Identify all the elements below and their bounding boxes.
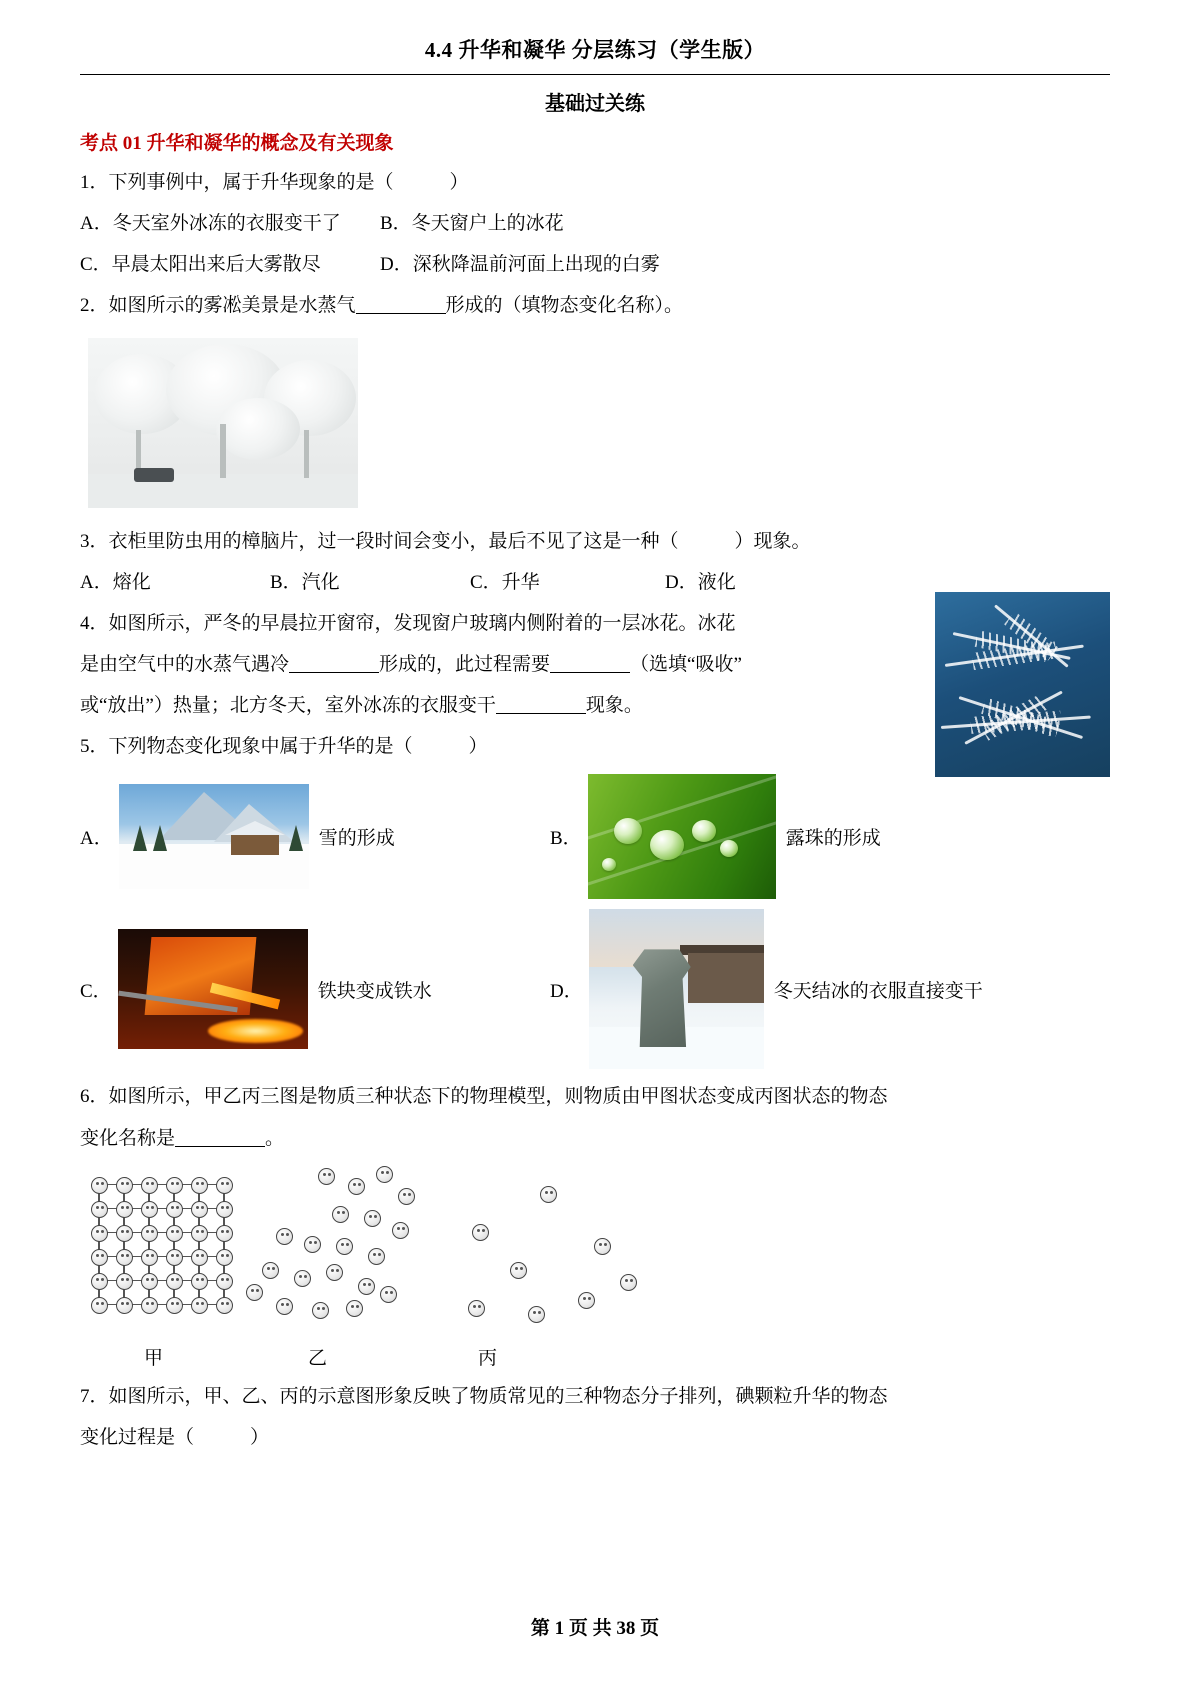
page-title: 4.4 升华和凝华 分层练习（学生版） bbox=[424, 38, 766, 62]
q4-text-line1: 如图所示，严冬的早晨拉开窗帘，发现窗户玻璃内侧附着的一层冰花。冰花 bbox=[108, 612, 736, 634]
q2-text-b: 形成的（填物态变化名称）。 bbox=[445, 295, 684, 317]
q4-text-c: （选填“吸收” bbox=[630, 653, 742, 675]
q5-option-c-label: C． bbox=[80, 980, 112, 1002]
q6-text-a: 变化名称是 bbox=[80, 1127, 176, 1149]
q5-option-b-label: B． bbox=[550, 828, 582, 850]
q5-number: 5． bbox=[80, 736, 109, 758]
question-1-stem bbox=[80, 165, 1110, 200]
q1-option-a[interactable]: A．冬天室外冰冻的衣服变干了 bbox=[80, 213, 341, 235]
question-5-options-row-2 bbox=[80, 909, 1110, 1069]
water-droplet bbox=[692, 820, 716, 842]
q4-text-a: 是由空气中的水蒸气遇冷 bbox=[80, 653, 290, 675]
photo-tree-canopy bbox=[216, 398, 300, 460]
kaodian-heading: 考点 01 升华和凝华的概念及有关现象 bbox=[80, 133, 394, 154]
water-droplet bbox=[614, 818, 642, 844]
question-6-line-2 bbox=[80, 1121, 1110, 1156]
q4-blank-2[interactable] bbox=[550, 672, 630, 673]
q2-text-a: 如图所示的雾凇美景是水蒸气 bbox=[108, 295, 356, 317]
q3-option-d[interactable]: D．液化 bbox=[665, 571, 736, 593]
q4-text-d: 或“放出”）热量；北方冬天，室外冰冻的衣服变干 bbox=[80, 695, 496, 717]
q5-option-b[interactable] bbox=[550, 774, 1020, 899]
molten-pool bbox=[208, 1019, 303, 1043]
snow-mountain-photo bbox=[119, 784, 309, 889]
question-7-line-1 bbox=[80, 1379, 1110, 1414]
frozen-clothes-photo bbox=[589, 909, 764, 1069]
q4-text-b: 形成的，此过程需要 bbox=[379, 653, 551, 675]
photo-car bbox=[134, 468, 174, 482]
pine-tree bbox=[289, 825, 303, 851]
molecular-model-figure bbox=[80, 1166, 1110, 1341]
q5-option-d-caption: 冬天结冰的衣服直接变干 bbox=[773, 980, 983, 1002]
water-droplet bbox=[650, 830, 684, 860]
q4-blank-1[interactable] bbox=[289, 672, 379, 673]
question-3-stem bbox=[80, 524, 1110, 559]
question-2-stem bbox=[80, 288, 1110, 323]
model-label-bing: 丙 bbox=[478, 1347, 498, 1369]
molten-iron-photo bbox=[118, 929, 308, 1049]
dew-leaf-photo bbox=[588, 774, 776, 899]
q5-option-a-caption: 雪的形成 bbox=[318, 828, 395, 850]
q5-option-c[interactable] bbox=[80, 929, 550, 1049]
q4-text-e: 现象。 bbox=[585, 695, 643, 717]
q5-option-d-label: D． bbox=[550, 980, 583, 1002]
q7-text-b: ） bbox=[250, 1426, 270, 1448]
model-label-jia: 甲 bbox=[144, 1347, 164, 1369]
q6-text-line1: 如图所示，甲乙丙三图是物质三种状态下的物理模型，则物质由甲图状态变成丙图状态的物态 bbox=[108, 1086, 888, 1108]
q6-answer-blank[interactable] bbox=[175, 1146, 265, 1147]
q3-text: 衣柜里防虫用的樟脑片，过一段时间会变小，最后不见了这是一种（ bbox=[108, 530, 679, 552]
shed bbox=[688, 953, 764, 1003]
question-7-line-2 bbox=[80, 1420, 1110, 1455]
frozen-garment bbox=[633, 949, 691, 1047]
pine-tree bbox=[133, 825, 147, 851]
question-1-options-row-2 bbox=[80, 247, 1110, 282]
q3-text-end: ）现象。 bbox=[734, 530, 811, 552]
q7-text-a: 变化过程是（ bbox=[80, 1426, 195, 1448]
q5-option-a-label: A． bbox=[80, 828, 113, 850]
question-1-options-row-1 bbox=[80, 206, 1110, 241]
q5-option-d[interactable] bbox=[550, 909, 1020, 1069]
q2-answer-blank[interactable] bbox=[356, 313, 446, 314]
q1-option-d[interactable]: D．深秋降温前河面上出现的白雾 bbox=[380, 254, 660, 276]
q1-option-b[interactable]: B．冬天窗户上的冰花 bbox=[380, 213, 564, 235]
page-footer: 第 1 页 共 38 页 bbox=[530, 1618, 660, 1639]
snow-ground bbox=[119, 844, 309, 889]
q7-number: 7． bbox=[80, 1385, 109, 1407]
q5-option-a[interactable] bbox=[80, 784, 550, 889]
rime-scenery-photo bbox=[88, 338, 358, 508]
q4-blank-3[interactable] bbox=[496, 713, 586, 714]
q6-text-b: 。 bbox=[265, 1127, 285, 1149]
question-6-line-1 bbox=[80, 1079, 1110, 1114]
frost-flower-photo bbox=[935, 592, 1110, 777]
q5-text: 下列物态变化现象中属于升华的是（ bbox=[108, 736, 413, 758]
water-droplet bbox=[602, 858, 616, 871]
q6-number: 6． bbox=[80, 1086, 109, 1108]
cabin-roof bbox=[225, 821, 285, 835]
photo-tree-trunk bbox=[220, 424, 226, 478]
q4-number: 4． bbox=[80, 612, 109, 634]
cabin bbox=[231, 833, 279, 855]
section-title: 基础过关练 bbox=[545, 93, 645, 115]
q1-number: 1． bbox=[80, 172, 109, 193]
q3-number: 3． bbox=[80, 530, 109, 552]
q3-option-a[interactable]: A．熔化 bbox=[80, 571, 151, 593]
question-5-options-row-1 bbox=[80, 774, 1110, 899]
q1-text: 下列事例中，属于升华现象的是（ bbox=[108, 172, 394, 193]
q2-number: 2． bbox=[80, 295, 109, 317]
q5-option-b-caption: 露珠的形成 bbox=[785, 828, 881, 850]
title-divider bbox=[80, 74, 1110, 75]
pine-tree bbox=[153, 825, 167, 851]
q5-option-c-caption: 铁块变成铁水 bbox=[317, 980, 432, 1002]
photo-tree-trunk bbox=[304, 430, 309, 478]
q1-text-end: ） bbox=[449, 172, 469, 193]
q5-text-end: ） bbox=[468, 736, 488, 758]
water-droplet bbox=[720, 840, 738, 857]
model-label-yi: 乙 bbox=[308, 1347, 328, 1369]
molecular-model-labels bbox=[80, 1343, 1110, 1373]
q3-option-c[interactable]: C．升华 bbox=[470, 571, 540, 593]
q1-option-c[interactable]: C．早晨太阳出来后大雾散尽 bbox=[80, 254, 321, 276]
q3-option-b[interactable]: B．汽化 bbox=[270, 571, 340, 593]
q7-text-line1: 如图所示，甲、乙、丙的示意图形象反映了物质常见的三种物态分子排列，碘颗粒升华的物态 bbox=[108, 1385, 888, 1407]
photo-ground bbox=[88, 474, 358, 508]
